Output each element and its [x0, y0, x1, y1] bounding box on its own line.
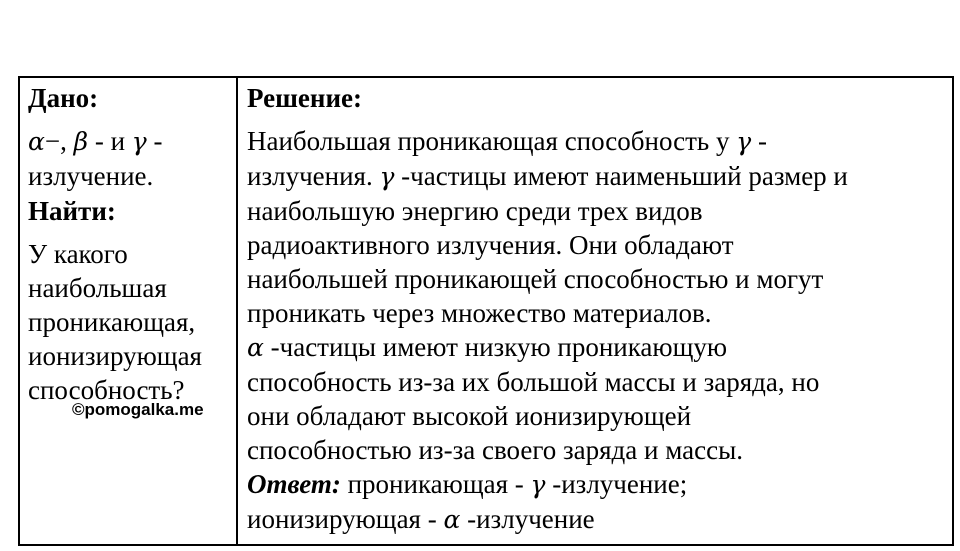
- find-line-5: способность?: [28, 375, 185, 405]
- answer-label: Ответ:: [247, 469, 341, 499]
- gamma-symbol: γ: [131, 127, 147, 156]
- answer-line-1-b: -излучение;: [545, 469, 688, 499]
- solution-line-2-a: излучения.: [247, 161, 380, 191]
- solution-line-6: проникать через множество материалов.: [247, 298, 712, 328]
- given-sep-3: -: [146, 126, 163, 156]
- find-line-4: ионизирующая: [28, 341, 202, 371]
- solution-line-2-b: -частицы имеют наименьший размер и: [394, 161, 848, 191]
- solution-text: [247, 124, 952, 537]
- solution-line-3: наибольшую энергию среди трех видов: [247, 196, 703, 226]
- answer-line-2-b: -излучение: [460, 504, 595, 534]
- answer-line-2-a: ионизирующая -: [247, 504, 444, 534]
- solution-column: [238, 78, 952, 544]
- find-line-3: проникающая,: [28, 307, 196, 337]
- solution-line-7: [247, 330, 952, 365]
- answer-line-2: [247, 502, 952, 537]
- answer-line-1: [247, 467, 952, 502]
- given-sep-1: −,: [44, 126, 74, 156]
- solution-line-4: радиоактивного излучения. Они обладают: [247, 230, 734, 260]
- solution-line-10: способностью из-за своего заряда и массы.: [247, 435, 743, 465]
- given-text: [28, 124, 236, 193]
- find-heading: Найти:: [28, 196, 116, 226]
- given-line-1: [28, 124, 236, 159]
- watermark: ©pomogalka.me: [72, 400, 204, 419]
- answer-line-1-a: проникающая -: [340, 469, 531, 499]
- solution-line-5: наибольшей проникающей способностью и могут: [247, 264, 824, 294]
- given-heading: Дано:: [28, 83, 99, 113]
- given-column: [20, 78, 238, 544]
- gamma-symbol: γ: [530, 470, 546, 499]
- solution-heading: Решение:: [247, 83, 362, 113]
- find-line-1: У какого: [28, 239, 128, 269]
- solution-line-1: [247, 124, 952, 159]
- beta-symbol: β: [73, 127, 89, 156]
- solution-line-7-b: -частицы имеют низкую проникающую: [263, 332, 728, 362]
- find-text: [28, 237, 236, 407]
- solution-line-1-a: Наибольшая проникающая способность у: [247, 126, 737, 156]
- given-sep-2: - и: [88, 126, 132, 156]
- given-line-2: излучение.: [28, 161, 154, 191]
- solution-line-2: [247, 159, 952, 194]
- find-line-2: наибольшая: [28, 273, 167, 303]
- solution-line-9: они обладают высокой ионизирующей: [247, 401, 692, 431]
- alpha-symbol: α: [247, 333, 264, 362]
- solution-line-8: способность из-за их большой массы и заряда, но: [247, 367, 820, 397]
- gamma-symbol: γ: [736, 127, 752, 156]
- gamma-symbol: γ: [379, 162, 395, 191]
- alpha-symbol: α: [28, 127, 45, 156]
- problem-table: [18, 76, 954, 546]
- alpha-symbol: α: [443, 505, 461, 534]
- solution-line-1-b: -: [751, 126, 767, 156]
